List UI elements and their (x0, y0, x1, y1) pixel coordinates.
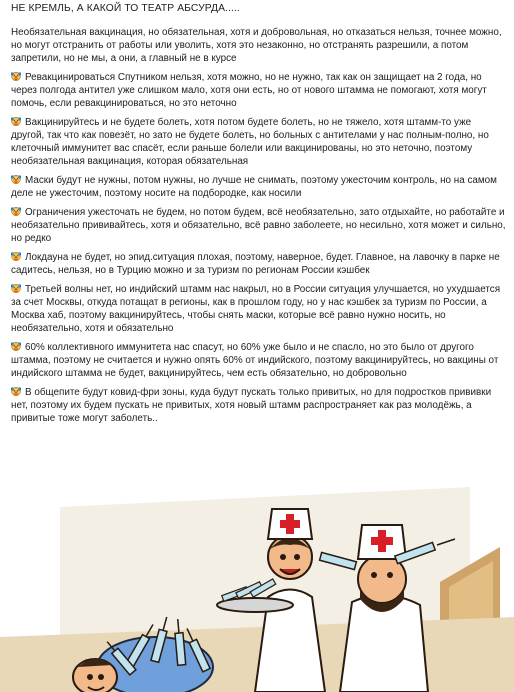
clown-face-icon (11, 386, 21, 396)
clown-face-icon (11, 174, 21, 184)
patient-eye (87, 674, 93, 680)
patient-eye (98, 674, 104, 680)
paragraph-text: Ограничения ужесточать не будем, но потом будем, всё необязательно, зато отдыхайте, но работайте и необязательно прививайтесь, хотя и обязательно, всё равно заболеете, но несильно, хотя может и сильно, но редко (11, 207, 506, 244)
post-paragraph (11, 341, 506, 380)
post-paragraph (11, 26, 506, 65)
clown-face-icon (11, 341, 21, 351)
paragraph-text: Третьей волны нет, но индийский штамм нас накрыл, но в России ситуация улучшается, но ухудшается за счет Москвы, откуда потащат в регионы, как в прошлом году, но у нас кэшбек за туризм по России, а Москва хаб, поэтому вакцинируйтесь, чтобы снять маски, которые всё равно нужно носить, но необязательно, хотя и обязательно (11, 284, 501, 334)
post-paragraph (11, 174, 506, 200)
paragraph-text: 60% коллективного иммунитета нас спасут, но 60% уже было и не спасло, но это было от другого штамма, поэтому не считается и нужно опять 60% от индийского, поэтому вакцинируйтесь, но вакцины от индийского штамма не будет, вакцинируйтесь, чем есть обязательно, но добровольно (11, 342, 499, 379)
cartoon-svg (0, 487, 514, 692)
post-paragraph (11, 283, 506, 335)
clown-face-icon (11, 116, 21, 126)
post-paragraph (11, 206, 506, 245)
paragraph-text: Маски будут не нужны, потом нужны, но лучше не снимать, поэтому ужесточим контроль, но на самом деле не ужесточим, поэтому носите на подбородке, как носили (11, 175, 497, 199)
paragraph-text: Необязательная вакцинация, но обязательная, хотя и добровольная, но отказаться нельзя, точнее можно, но могут отстранить от работы или уволить, хотя это незаконно, но отстранять разрешили, а потом запретили, но не мы, а они, а главный не в курсе (11, 27, 502, 64)
clown-face-icon (11, 251, 21, 261)
clown-face-icon (11, 283, 21, 293)
post-paragraph (11, 116, 506, 168)
paragraph-text: В общепите будут ковид-фри зоны, куда будут пускать только привитых, но для подростков прививки нет, поэтому их будем пускать не привитых, хотя новый штамм распространяет как раз молодёжь, а привитые тоже могут заболеть.. (11, 387, 492, 424)
paragraph-text: Ревакцинироваться Спутником нельзя, хотя можно, но не нужно, так как он защищает на 2 года, но через полгода антител уже слишком мало, хотя они есть, но от нового штамма не помогают, хотя могут помочь, если ревакцинироваться, но это неточно (11, 72, 487, 109)
post-paragraph (11, 386, 506, 425)
post-paragraph (11, 71, 506, 110)
cartoon-image (0, 487, 514, 692)
paragraph-text: Вакцинируйтесь и не будете болеть, хотя потом будете болеть, но не тяжело, хотя штамм-то уже другой, так что как повезёт, но зато не будете болеть, но больных с антителами у нас полным-полно, но клеточный иммунитет вас спасёт, если раньше болели или вакцинированы, но это неточно, поэтому необязательная вакцинация, которая обязательная (11, 117, 489, 167)
post-paragraphs (11, 26, 506, 425)
post-title: НЕ КРЕМЛЬ, А КАКОЙ ТО ТЕАТР АБСУРДА..... (11, 3, 240, 14)
post-paragraph (11, 251, 506, 277)
clown-face-icon (11, 71, 21, 81)
paragraph-text: Локдауна не будет, но эпид.ситуация плохая, поэтому, наверное, будет. Главное, на лавочку в парке не садитесь, нельзя, но в Турцию можно и за туризм по регионам России кэшбек (11, 252, 500, 276)
clown-face-icon (11, 206, 21, 216)
